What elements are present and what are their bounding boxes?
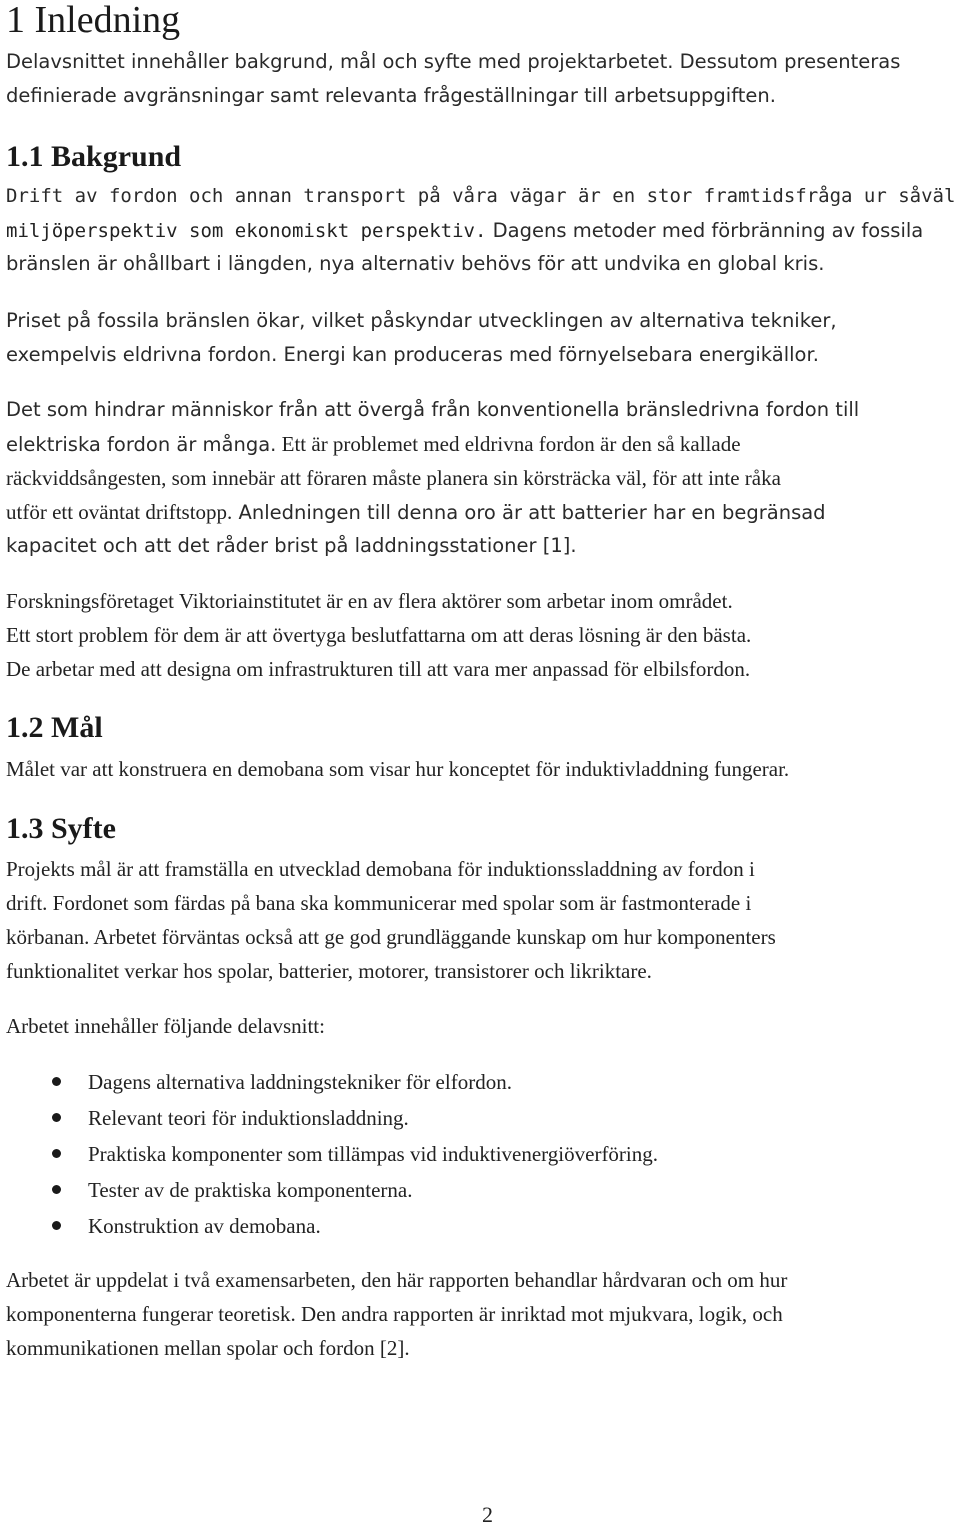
section-heading-bakgrund: 1.1 Bakgrund	[6, 140, 182, 173]
syfte-p1-line-2: drift. Fordonet som färdas på bana ska kommunicerar med spolar som är fastmonterade i	[6, 891, 752, 915]
bakgrund-p3-line-3: räckviddsångesten, som innebär att föraren måste planera sin körsträcka väl, för att inte råka	[6, 466, 781, 490]
syfte-p1-line-3: körbanan. Arbetet förväntas också att ge god grundläggande kunskap om hur komponenters	[6, 925, 776, 949]
bakgrund-p3-run-c: utför ett oväntat driftstopp.	[6, 500, 233, 524]
list-item-text: Konstruktion av demobana.	[88, 1214, 321, 1238]
bakgrund-p1-line-2	[6, 213, 956, 248]
syfte-p1-line-1: Projekts mål är att framställa en utvecklad demobana för induktionssladdning av fordon i	[6, 857, 755, 881]
bakgrund-p4-line-2: Ett stort problem för dem är att övertyga beslutfattarna om att deras lösning är den bästa.	[6, 623, 752, 647]
bakgrund-p4-line-3: De arbetar med att designa om infrastrukturen till att vara mer anpassad för elbilsfordon.	[6, 657, 751, 681]
syfte-p1-line-4: funktionalitet verkar hos spolar, batterier, motorer, transistorer och likriktare.	[6, 959, 652, 983]
bullet-icon	[52, 1077, 61, 1086]
list-item-text: Dagens alternativa laddningstekniker för elfordon.	[88, 1070, 512, 1094]
bakgrund-p3-run-a: elektriska fordon är många.	[6, 433, 277, 456]
list-item-text: Relevant teori för induktionsladdning.	[88, 1106, 409, 1130]
chapter-heading: 1 Inledning	[6, 0, 181, 41]
bullet-icon	[52, 1185, 61, 1194]
bakgrund-p1-line-1: Drift av fordon och annan transport på våra vägar är en stor framtidsfråga ur såväl	[6, 185, 956, 207]
syfte-p3-line-1: Arbetet är uppdelat i två examensarbeten, den här rapporten behandlar hårdvaran och om hur	[6, 1268, 788, 1292]
intro-line-2: definierade avgränsningar samt relevanta frågeställningar till arbetsuppgiften.	[6, 84, 776, 107]
bullet-icon	[52, 1113, 61, 1122]
bakgrund-p1-line-3: bränslen är ohållbart i längden, nya alternativ behövs för att undvika en global kris.	[6, 252, 825, 275]
bakgrund-p1-run-a: miljöperspektiv som ekonomiskt perspektiv.	[6, 220, 487, 242]
bakgrund-p2-line-1: Priset på fossila bränslen ökar, vilket påskyndar utvecklingen av alternativa tekniker,	[6, 309, 837, 332]
bakgrund-p3-run-b: Ett är problemet med eldrivna fordon är den så kallade	[276, 432, 741, 456]
intro-line-1: Delavsnittet innehåller bakgrund, mål och syfte med projektarbetet. Dessutom presenteras	[6, 50, 901, 73]
bullet-icon	[52, 1149, 61, 1158]
mal-text: Målet var att konstruera en demobana som visar hur konceptet för induktivladdning fungerar.	[6, 757, 790, 781]
bakgrund-p1-run-b: Dagens metoder med förbränning av fossila	[486, 219, 924, 242]
bakgrund-p3-line-2	[6, 427, 956, 462]
page-number: 2	[482, 1502, 493, 1527]
section-heading-mal: 1.2 Mål	[6, 711, 103, 744]
syfte-p2: Arbetet innehåller följande delavsnitt:	[6, 1014, 325, 1038]
bakgrund-p3-line-4	[6, 495, 956, 530]
list-item-text: Tester av de praktiska komponenterna.	[88, 1178, 413, 1202]
bakgrund-p4-line-1: Forskningsföretaget Viktoriainstitutet är en av flera aktörer som arbetar inom området.	[6, 589, 733, 613]
bakgrund-p2-line-2: exempelvis eldrivna fordon. Energi kan produceras med förnyelsebara energikällor.	[6, 343, 819, 366]
bakgrund-p3-line-5: kapacitet och att det råder brist på laddningsstationer [1].	[6, 534, 577, 557]
bakgrund-p3-run-d: Anledningen till denna oro är att batterier har en begränsad	[232, 501, 826, 524]
list-item-text: Praktiska komponenter som tillämpas vid induktivenergiöverföring.	[88, 1142, 659, 1166]
syfte-p3-line-2: komponenterna fungerar teoretisk. Den andra rapporten är inriktad mot mjukvara, logik, och	[6, 1302, 783, 1326]
bakgrund-p3-line-1: Det som hindrar människor från att övergå från konventionella bränsledrivna fordon till	[6, 398, 860, 421]
syfte-p3-line-3: kommunikationen mellan spolar och fordon [2].	[6, 1336, 410, 1360]
section-heading-syfte: 1.3 Syfte	[6, 812, 116, 845]
bullet-icon	[52, 1221, 61, 1230]
